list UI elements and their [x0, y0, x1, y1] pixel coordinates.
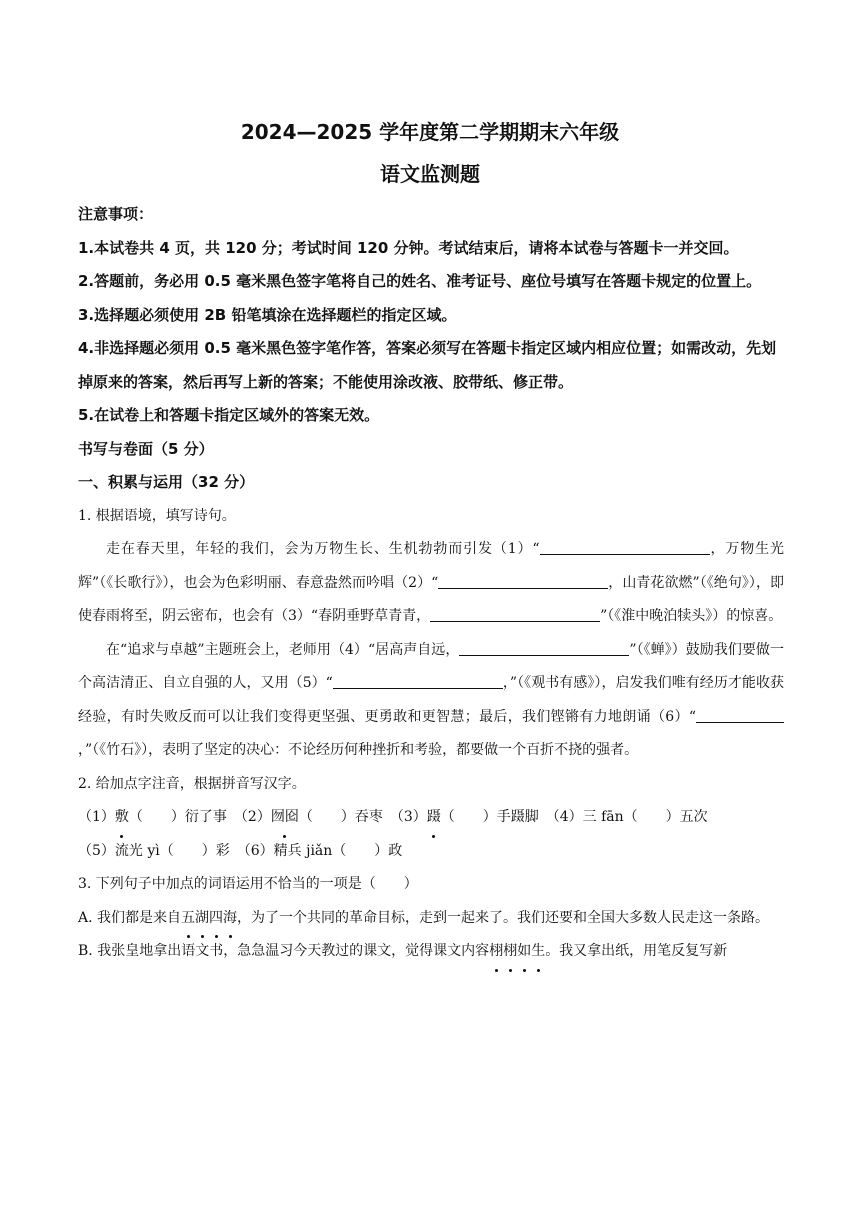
answer-blank-3	[430, 607, 600, 622]
dotted-char: 蹑	[427, 801, 441, 835]
question-1-paragraph-2	[78, 634, 784, 768]
notice-heading: 注意事项：	[78, 205, 154, 223]
dotted-char: 四	[209, 902, 223, 936]
q2-item2-rest: （ ）吞枣 （3）	[298, 809, 427, 825]
exam-content	[78, 198, 784, 969]
q1p1-text-d: ”（《淮中晚泊犊头》）的惊喜。	[600, 608, 783, 624]
notice-item-1: 1.本试卷共 4 页，共 120 分；考试时间 120 分钟。考试结束后，请将本试卷与答题卡一并交回。	[78, 238, 739, 257]
q2-item1-rest: （ ）衍了事 （2）	[128, 809, 271, 825]
dotted-word	[489, 943, 545, 959]
question-3-stem: 3. 下列句子中加点的词语运用不恰当的一项是（ ）	[78, 876, 418, 892]
dotted-char: 生	[531, 935, 545, 969]
question-3-option-b	[78, 935, 784, 969]
answer-blank-6	[696, 708, 784, 723]
question-2-line-2: （5）流光 yì（ ）彩 （6）精兵 jiǎn（ ）政	[78, 842, 403, 859]
dotted-char: 五	[181, 902, 195, 936]
dotted-char: 湖	[195, 902, 209, 936]
dotted-char: 栩	[489, 935, 503, 969]
q2-item3-rest: （ ）手蹑脚 （4）三 fān（ ）五次	[440, 809, 708, 825]
question-1-paragraph-1	[78, 533, 784, 634]
option-b-text-rest: 。我又拿出纸，用笔反复写新	[545, 943, 728, 959]
question-2-stem: 2. 给加点字注音，根据拼音写汉字。	[78, 775, 306, 792]
q1p1-text-b: ，万物生光辉”（《长歌行》），也会为色彩明丽、春意盎然而吟唱（2）“	[78, 541, 784, 591]
question-2-line-1	[78, 801, 784, 835]
dotted-char: 海	[223, 902, 237, 936]
notice-item-4: 4.非选择题必须用 0.5 毫米黑色签字笔作答，答案必须写在答题卡指定区域内相应位置；如需改动，先划掉原来的答案，然后再写上新的答案；不能使用涂改液、胶带纸、修正带。	[78, 339, 777, 391]
exam-title: 2024—2025 学年度第二学期期末六年级	[240, 120, 620, 144]
answer-blank-2	[438, 574, 608, 589]
answer-blank-5	[333, 674, 503, 689]
dotted-char: 栩	[503, 935, 517, 969]
q1p2-text-a: 在“追求与卓越”主题班会上，老师用（4）“居高声自远，	[106, 641, 460, 658]
exam-subtitle: 语文监测题	[380, 162, 480, 186]
question-1-stem: 1. 根据语境，填写诗句。	[78, 507, 236, 524]
q1p2-text-b: ”（《蝉》）鼓励我们要做一个高洁清正、自立自强的人，又用（5）“	[78, 641, 784, 691]
option-a-text-rest: ，为了一个共同的革命目标，走到一起来了。我们还要和全国大多数人民走这一条路。	[237, 909, 770, 926]
question-3-option-a	[78, 902, 784, 936]
dotted-word	[181, 910, 237, 926]
dotted-char: 如	[517, 935, 531, 969]
q1p2-text-c: ，”（《观书有感》），启发我们唯有经历才能收获经验，有时失败反而可以让我们变得更坚强、更勇敢和更智慧；最后，我们铿锵有力地朗诵（6）“	[78, 675, 784, 725]
answer-blank-4	[459, 641, 629, 656]
notice-item-3: 3.选择题必须使用 2B 铅笔填涂在选择题栏的指定区域。	[78, 305, 457, 324]
notice-item-2: 2.答题前，务必用 0.5 毫米黑色签字笔将自己的姓名、准考证号、座位号填写在答题卡规定的位置上。	[78, 272, 762, 290]
option-a-text: A. 我们都是来自	[78, 909, 182, 926]
dotted-char: 敷	[115, 801, 129, 835]
q1p1-text-a: 走在春天里，年轻的我们，会为万物生长、生机勃勃而引发（1）“	[106, 541, 540, 557]
q1p1-text-c: ，山青花欲燃”（《绝句》），即使春雨将至，阴云密布，也会有（3）“春阴垂野草青青，	[78, 574, 784, 624]
notice-item-5: 5.在试卷上和答题卡指定区域外的答案无效。	[78, 406, 380, 424]
section-one-heading: 一、积累与运用（32 分）	[78, 473, 255, 491]
dotted-char: 囫囵	[271, 801, 299, 835]
section-writing-heading: 书写与卷面（5 分）	[78, 439, 214, 458]
q1p2-text-d: ，”（《竹石》），表明了坚定的决心：不论经历何种挫折和考验，都要做一个百折不挠的强者。	[78, 742, 639, 758]
option-b-text: B. 我张皇地拿出语文书，急急温习今天教过的课文，觉得课文内容	[78, 943, 490, 959]
q2-item1-label: （1）	[78, 809, 115, 825]
answer-blank-1	[540, 540, 710, 555]
